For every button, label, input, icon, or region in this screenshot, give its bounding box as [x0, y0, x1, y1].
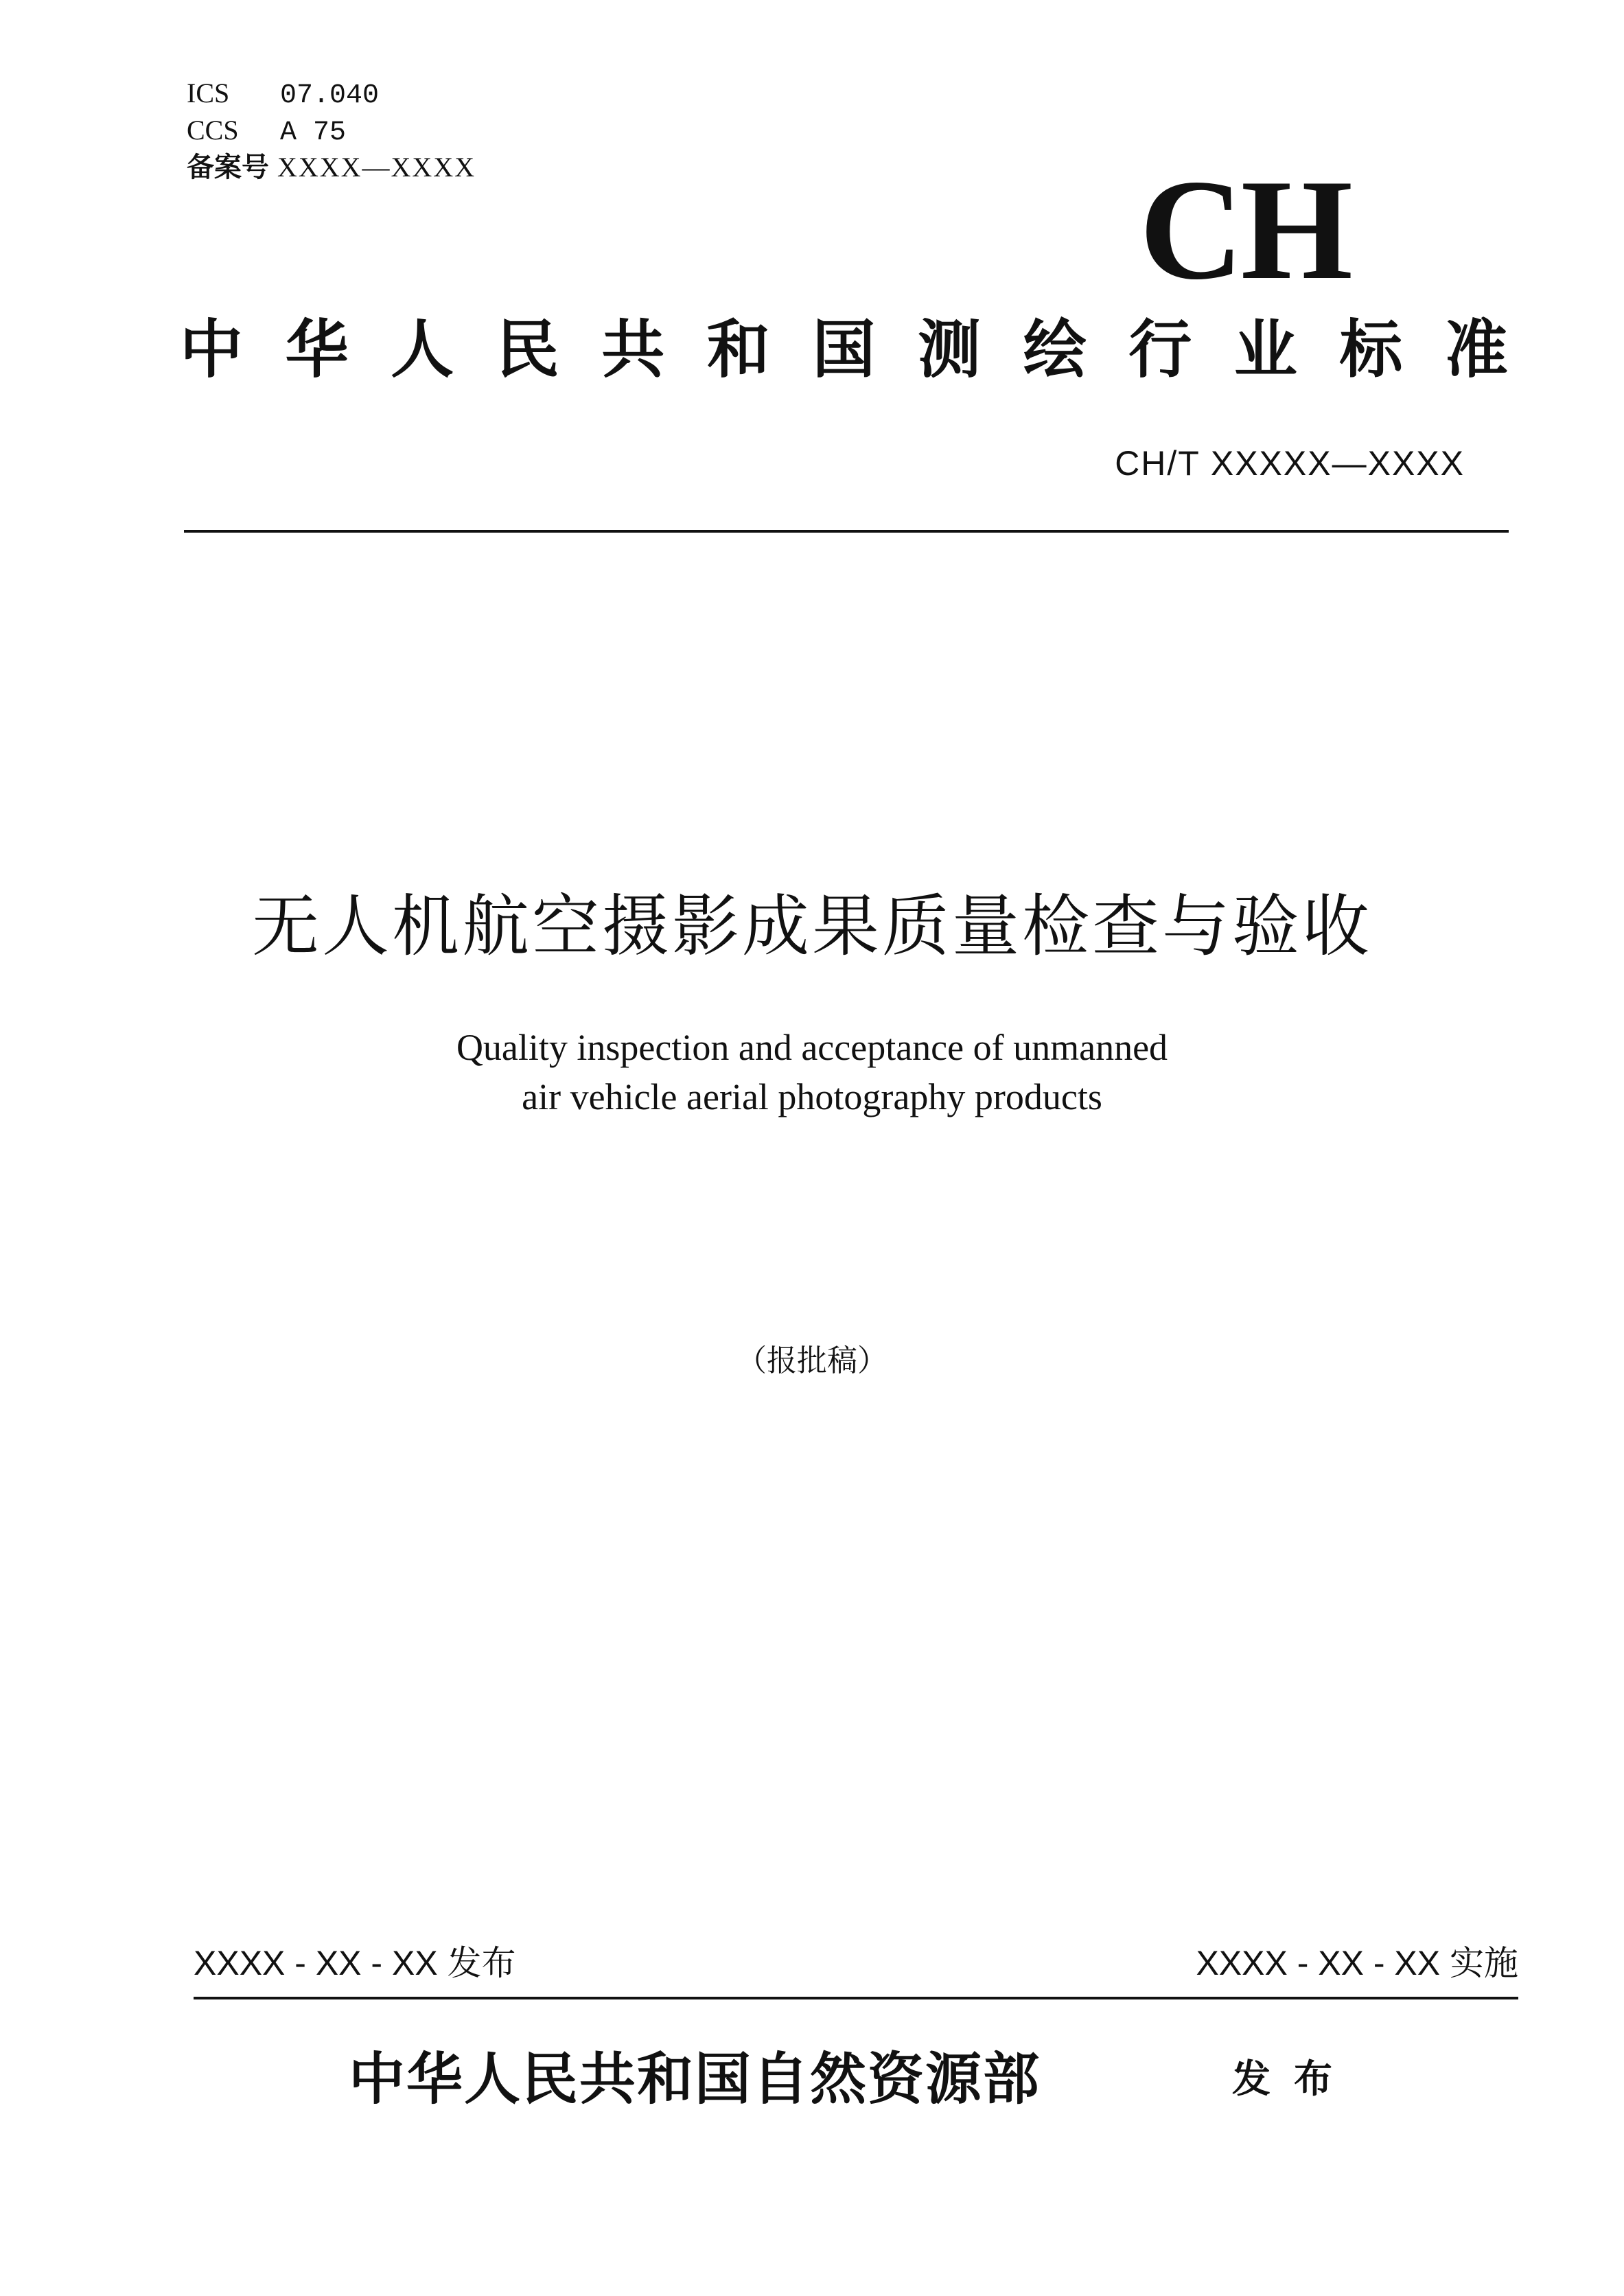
ccs-label: CCS: [187, 115, 239, 146]
ch-logo: CH: [1139, 150, 1350, 310]
ics-line: [187, 76, 379, 114]
record-line: [187, 150, 476, 185]
implementation-date: XXXX - XX - XX 实施: [1196, 1944, 1518, 1982]
record-label: 备案号: [187, 152, 269, 183]
title-en-line-1: Quality inspection and acceptance of unmanned: [456, 1027, 1168, 1068]
footer-divider: [194, 1997, 1518, 1999]
category-char: 共: [601, 313, 665, 386]
category-char: 测: [918, 313, 982, 386]
ccs-line: [187, 113, 346, 151]
issuing-authority: 中华人民共和国自然资源部: [349, 2047, 1041, 2112]
issue-date: XXXX - XX - XX 发布: [194, 1944, 516, 1982]
category-char: 和: [706, 313, 770, 386]
category-char: 绘: [1023, 313, 1087, 386]
category-char: 业: [1233, 313, 1297, 386]
issuing-action: 发布: [1232, 2057, 1356, 2102]
category-char: 标: [1339, 313, 1403, 386]
category-char: 准: [1444, 313, 1508, 386]
standard-number: CH/T XXXXX—XXXX: [1115, 444, 1465, 483]
ics-label: ICS: [187, 78, 230, 108]
category-char: 国: [812, 313, 876, 386]
title-en-line-2: air vehicle aerial photography products: [522, 1076, 1102, 1117]
category-char: 行: [1128, 313, 1192, 386]
record-value: XXXX—XXXX: [277, 152, 476, 183]
category-char: 民: [496, 313, 559, 386]
category-char: 中: [180, 313, 244, 386]
ccs-value: A 75: [280, 117, 347, 148]
document-title-en: [0, 1023, 1624, 1122]
document-title-zh: 无人机航空摄影成果质量检查与验收: [251, 888, 1372, 966]
draft-stage: （报批稿）: [736, 1343, 888, 1378]
ics-value: 07.040: [280, 80, 380, 111]
category-char: 华: [285, 313, 349, 386]
category-char: 人: [391, 313, 454, 386]
standard-category-title: [180, 312, 1508, 388]
header-divider: [184, 530, 1509, 533]
